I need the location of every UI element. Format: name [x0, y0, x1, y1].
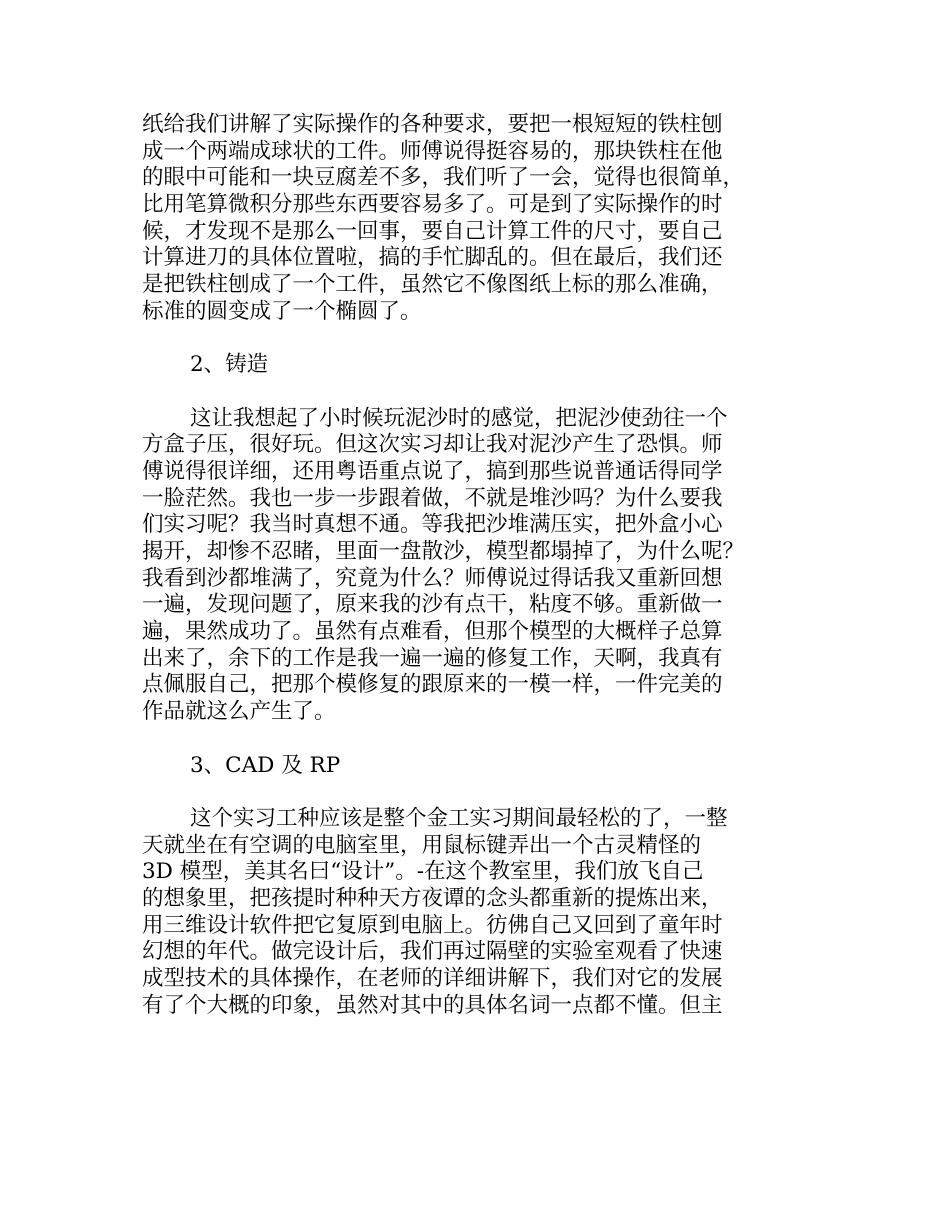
- text-line: 作品就这么产生了。: [142, 699, 336, 725]
- text-line: 揭开，却惨不忍睹，里面一盘散沙，模型都塌掉了，为什么呢？: [142, 539, 745, 564]
- paragraph-spacer: [142, 379, 822, 406]
- text-line: 纸给我们讲解了实际操作的各种要求，要把一根短短的铁柱刨: [142, 112, 723, 137]
- text-line: 们实习呢？我当时真想不通。等我把沙堆满压实，把外盒小心: [142, 512, 723, 538]
- text-line: 计算进刀的具体位置啦，搞的手忙脚乱的。但在最后，我们还: [142, 245, 723, 271]
- text-line: 的眼中可能和一块豆腐差不多，我们听了一会，觉得也很简单，: [142, 165, 745, 191]
- text-line: 成一个两端成球状的工件。师傅说得挺容易的，那块铁柱在他: [142, 138, 723, 164]
- text-line: 一脸茫然。我也一步一步跟着做，不就是堆沙吗？为什么要我: [142, 485, 723, 511]
- text-line: 用三维设计软件把它复原到电脑上。彷佛自己又回到了童年时: [142, 912, 723, 938]
- text-line: 我看到沙都堆满了，究竟为什么？师傅说过得话我又重新回想: [142, 565, 723, 591]
- text-line: 是把铁柱刨成了一个工件，虽然它不像图纸上标的那么准确，: [142, 272, 723, 298]
- text-line: 方盒子压，很好玩。但这次实习却让我对泥沙产生了恐惧。师: [142, 432, 723, 458]
- text-line: 的想象里，把孩提时种种天方夜谭的念头都重新的提炼出来，: [142, 885, 723, 911]
- paragraph-spacer: [142, 779, 822, 806]
- text-line: 成型技术的具体操作，在老师的详细讲解下，我们对它的发展: [142, 966, 723, 991]
- text-line: 出来了，余下的工作是我一遍一遍的修复工作，天啊，我真有: [142, 645, 723, 671]
- section-heading-casting: 2、铸造: [190, 352, 269, 378]
- paragraph-3: [142, 806, 822, 1020]
- text-line: 3D 模型，美其名曰“设计”。-在这个教室里，我们放飞自己: [142, 859, 704, 885]
- text-line: 有了个大概的印象，虽然对其中的具体名词一点都不懂。但主: [142, 992, 723, 1018]
- document-body: [142, 112, 822, 1019]
- text-line: 一遍，发现问题了，原来我的沙有点干，粘度不够。重新做一: [142, 592, 723, 618]
- text-line: 这个实习工种应该是整个金工实习期间最轻松的了，一整: [190, 805, 728, 831]
- text-line: 天就坐在有空调的电脑室里，用鼠标键弄出一个古灵精怪的: [142, 832, 702, 858]
- text-line: 标准的圆变成了一个椭圆了。: [142, 298, 422, 324]
- paragraph-2: [142, 406, 822, 726]
- text-line: 候，才发现不是那么一回事，要自己计算工件的尺寸，要自己: [142, 218, 723, 244]
- text-line: 遍，果然成功了。虽然有点难看，但那个模型的大概样子总算: [142, 619, 723, 645]
- text-line: 比用笔算微积分那些东西要容易多了。可是到了实际操作的时: [142, 192, 723, 218]
- text-line: 点佩服自己，把那个模修复的跟原来的一模一样，一件完美的: [142, 672, 723, 698]
- text-line: 这让我想起了小时候玩泥沙时的感觉，把泥沙使劲往一个: [190, 405, 728, 431]
- text-line: 幻想的年代。做完设计后，我们再过隔壁的实验室观看了快速: [142, 939, 723, 965]
- section-heading-cad-rp: 3、CAD 及 RP: [190, 752, 341, 778]
- paragraph-spacer: [142, 726, 822, 753]
- paragraph-spacer: [142, 326, 822, 353]
- paragraph-1: [142, 112, 822, 326]
- text-line: 傅说得很详细，还用粤语重点说了，搞到那些说普通话得同学: [142, 458, 723, 484]
